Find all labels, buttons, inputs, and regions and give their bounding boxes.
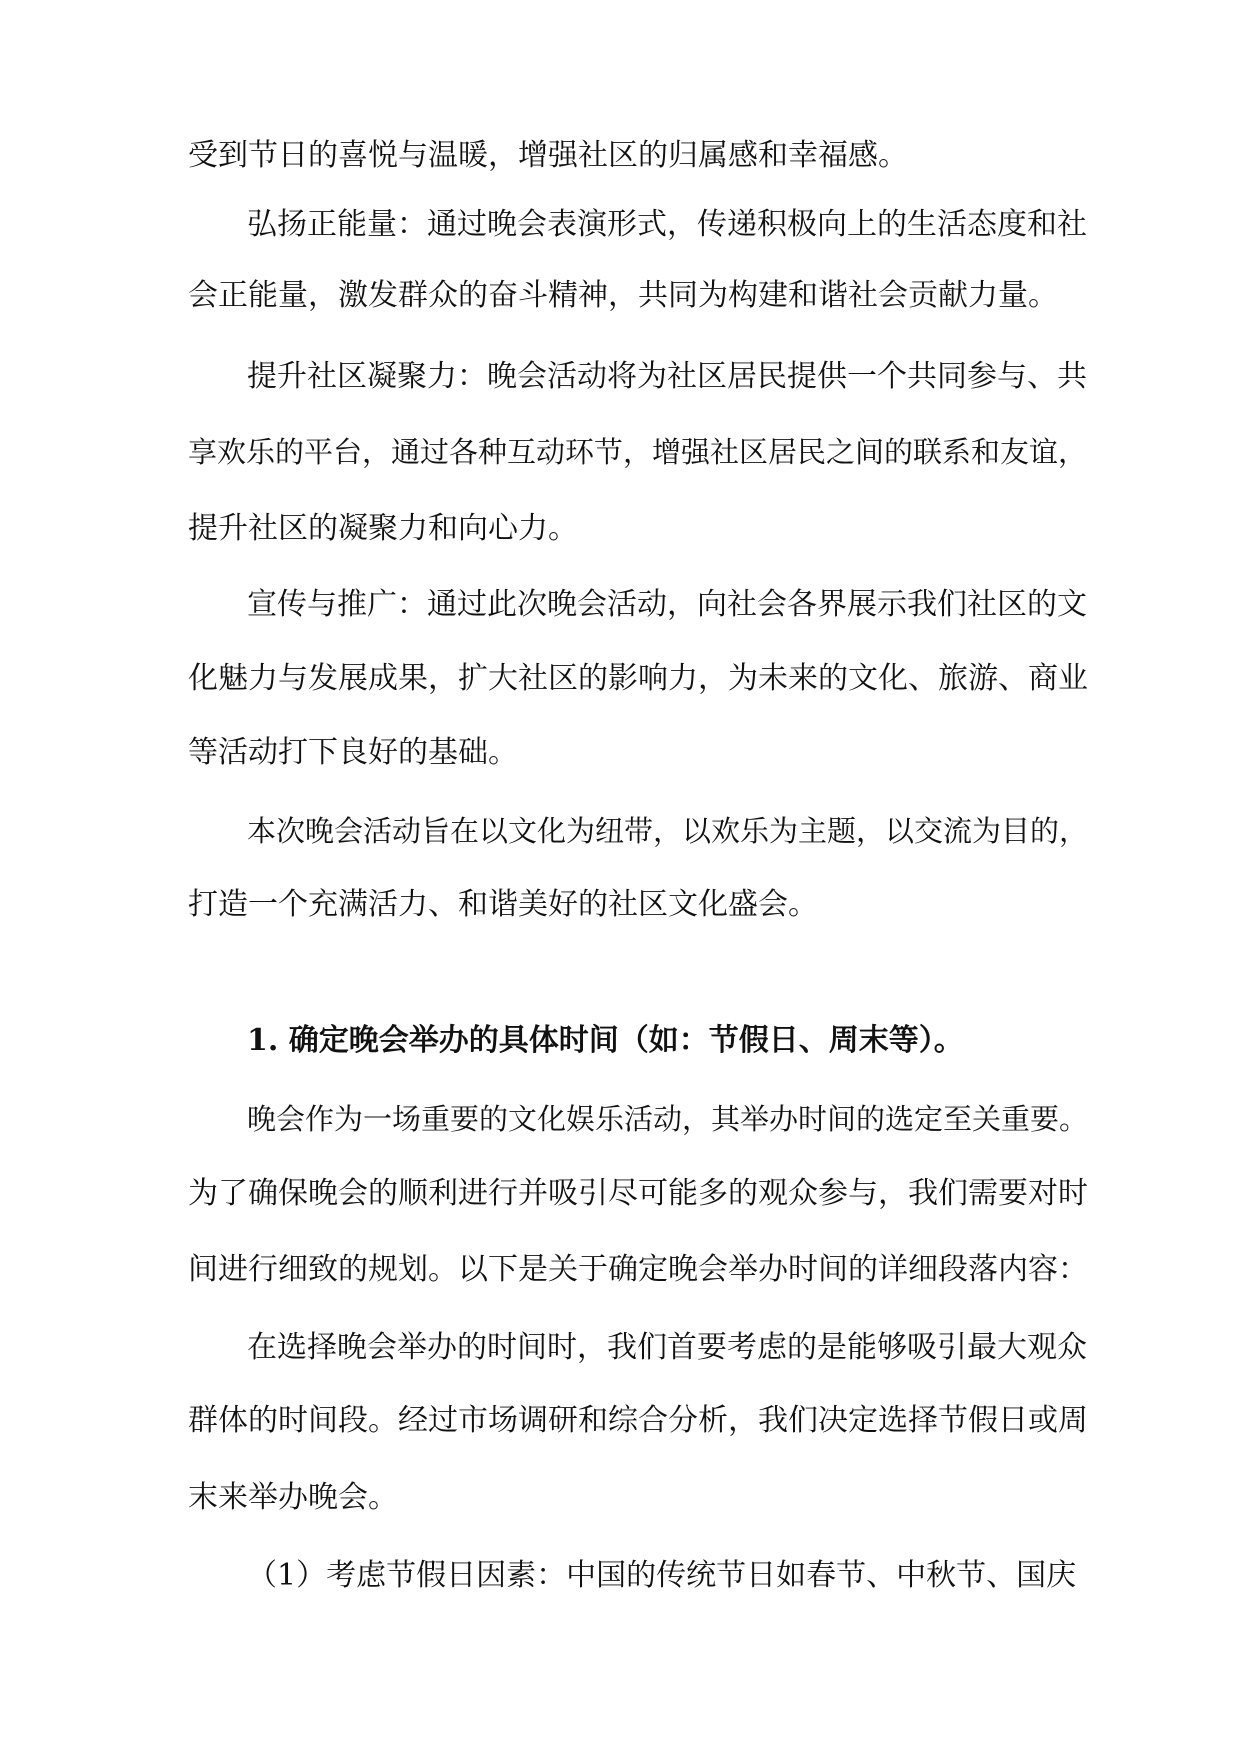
paragraph-line: 间进行细致的规划。以下是关于确定晚会举办时间的详细段落内容： — [188, 1252, 1088, 1287]
paragraph-line: 本次晚会活动旨在以文化为纽带，以欢乐为主题，以交流为目的， — [247, 814, 1089, 848]
paragraph-line: 会正能量，激发群众的奋斗精神，共同为构建和谐社会贡献力量。 — [188, 278, 1058, 313]
paragraph-line: 享欢乐的平台，通过各种互动环节，增强社区居民之间的联系和友谊， — [188, 435, 1088, 469]
paragraph-line: 宣传与推广：通过此次晚会活动，向社会各界展示我们社区的文 — [247, 587, 1087, 622]
paragraph-line: （1）考虑节假日因素：中国的传统节日如春节、中秋节、国庆 — [247, 1558, 1077, 1593]
paragraph-line: 化魅力与发展成果，扩大社区的影响力，为未来的文化、旅游、商业 — [188, 661, 1088, 696]
paragraph-line: 在选择晚会举办的时间时，我们首要考虑的是能够吸引最大观众 — [247, 1330, 1087, 1365]
section-heading: 1. 确定晚会举办的具体时间（如：节假日、周末等）。 — [247, 1023, 964, 1058]
paragraph-line: 晚会作为一场重要的文化娱乐活动，其举办时间的选定至关重要。 — [247, 1102, 1089, 1136]
paragraph-line: 提升社区的凝聚力和向心力。 — [188, 511, 578, 546]
paragraph-line: 提升社区凝聚力：晚会活动将为社区居民提供一个共同参与、共 — [247, 359, 1087, 394]
paragraph-line: 受到节日的喜悦与温暖，增强社区的归属感和幸福感。 — [188, 138, 908, 173]
paragraph-line: 打造一个充满活力、和谐美好的社区文化盛会。 — [188, 887, 818, 922]
paragraph-line: 弘扬正能量：通过晚会表演形式，传递积极向上的生活态度和社 — [247, 207, 1087, 242]
paragraph-line: 末来举办晚会。 — [188, 1480, 398, 1515]
paragraph-line: 等活动打下良好的基础。 — [188, 735, 518, 770]
paragraph-line: 群体的时间段。经过市场调研和综合分析，我们决定选择节假日或周 — [188, 1403, 1088, 1438]
paragraph-line: 为了确保晚会的顺利进行并吸引尽可能多的观众参与，我们需要对时 — [188, 1176, 1088, 1211]
